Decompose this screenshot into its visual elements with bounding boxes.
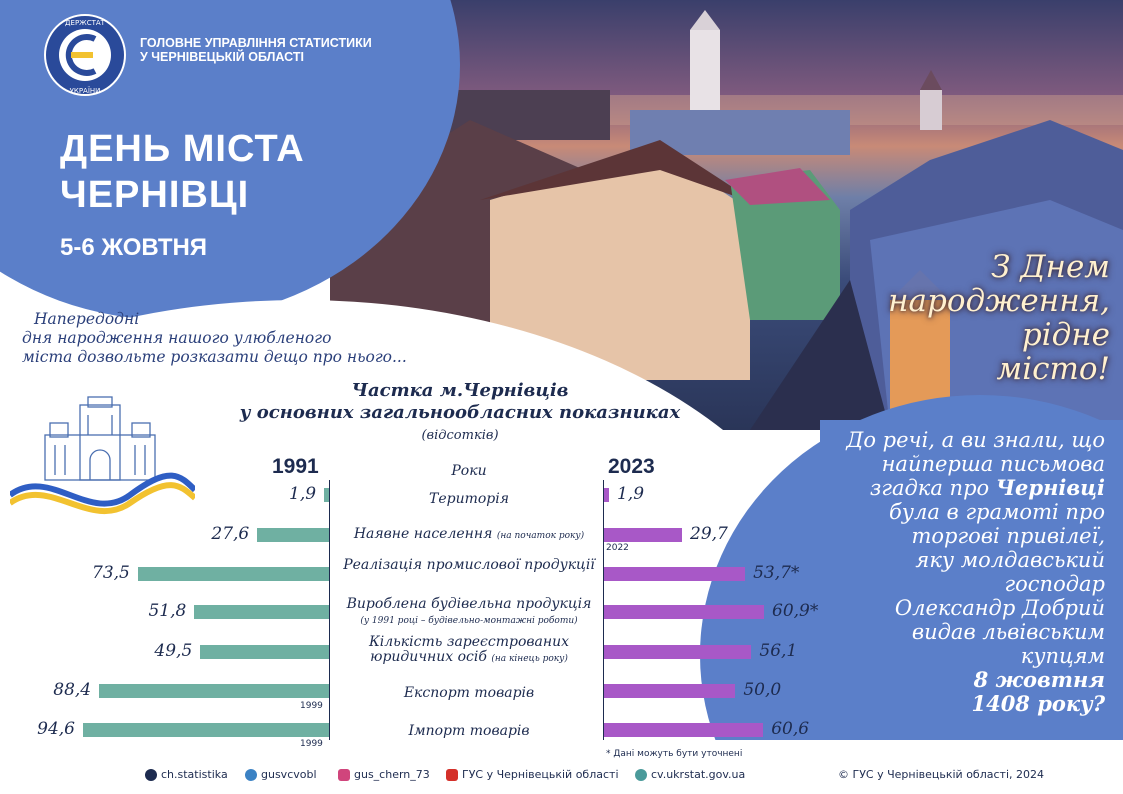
twitter-icon (245, 769, 257, 781)
category-name: Експорт товарів (403, 685, 535, 701)
fact-line: господар (1004, 572, 1105, 596)
bar-2023 (604, 488, 609, 502)
fact-line (800, 476, 1105, 500)
fact-line-part: згадка про (869, 476, 990, 500)
title-line2: ЧЕРНІВЦІ (60, 174, 250, 216)
legend-year-right: 2023 (608, 455, 655, 478)
value-label-1991: 51,8 (148, 601, 187, 621)
export-year-note: 1999 (300, 701, 323, 711)
category-name: Імпорт товарів (408, 723, 530, 739)
value-label-1991: 94,6 (37, 719, 75, 739)
youtube-icon (446, 769, 458, 781)
chart-title-line1: Частка м.Чернівців (351, 380, 569, 401)
bar-2023 (604, 605, 764, 619)
event-date: 5-6 ЖОВТНЯ (60, 234, 208, 261)
bar-2023 (604, 567, 745, 581)
bar-2023 (604, 684, 735, 698)
fact-year-line: 1408 року? (971, 691, 1105, 716)
value-label-1991: 49,5 (154, 641, 193, 661)
facebook-link[interactable] (145, 768, 228, 781)
bar-2023 (604, 645, 751, 659)
footnote: * Дані можуть бути уточнені (606, 749, 743, 759)
fact-line: найперша письмова (881, 452, 1105, 476)
title-line1: ДЕНЬ МІСТА (60, 128, 305, 170)
fact-line: торгові привілеї, (911, 524, 1105, 548)
fact-line: була в грамоті про (888, 500, 1105, 524)
globe-icon (635, 769, 647, 781)
bar-2023 (604, 723, 763, 737)
copyright-text: © ГУС у Чернівецькій області, 2024 (838, 768, 1044, 781)
greeting-line4: місто! (996, 351, 1110, 387)
facebook-handle: ch.statistika (161, 768, 228, 781)
greeting-line1: З Днем (991, 249, 1110, 285)
fact-line: Олександр Добрий (894, 596, 1105, 620)
svg-text:ДЕРЖСТАТ: ДЕРЖСТАТ (65, 19, 105, 27)
legend-year-left: 1991 (272, 455, 319, 478)
fact-date-line: 8 жовтня (973, 667, 1105, 692)
value-label-2023: 56,1 (759, 641, 798, 661)
category-note: (на початок року) (496, 531, 585, 541)
instagram-icon (338, 769, 350, 781)
website-url: cv.ukrstat.gov.ua (651, 768, 746, 781)
intro-line1: Напередодні (34, 310, 140, 328)
category-note: (на кінець року) (491, 654, 568, 664)
years-axis-label: Роки (451, 463, 487, 479)
facebook-icon (145, 769, 157, 781)
value-label-2023: 60,6 (771, 719, 810, 739)
bar-1991 (138, 567, 329, 581)
bar-1991 (99, 684, 329, 698)
twitter-link[interactable] (245, 768, 317, 781)
fact-highlight-city: Чернівці (995, 475, 1105, 500)
youtube-channel: ГУС у Чернівецькій області (462, 768, 619, 781)
intro-line2: дня народження нашого улюбленого (22, 329, 332, 347)
twitter-handle: gusvcvobl (261, 768, 317, 781)
value-label-1991: 73,5 (92, 563, 130, 583)
value-label-1991: 27,6 (211, 524, 250, 544)
bar-2023 (604, 528, 682, 542)
bar-1991 (324, 488, 329, 502)
youtube-link[interactable] (446, 768, 619, 781)
value-label-2023: 60,9* (772, 601, 819, 621)
svg-text:УКРАЇНИ: УКРАЇНИ (69, 87, 101, 95)
bar-1991 (200, 645, 329, 659)
category-name: Реалізація промислової продукції (343, 557, 595, 573)
instagram-handle: gus_chern_73 (354, 768, 430, 781)
category-name: Вироблена будівельна продукція (346, 596, 592, 612)
copyright (838, 768, 1044, 781)
instagram-link[interactable] (338, 768, 430, 781)
fact-line: купцям (1020, 644, 1105, 668)
bar-1991 (257, 528, 329, 542)
value-label-2023: 1,9 (616, 484, 645, 504)
bar-1991 (194, 605, 329, 619)
category-name: Територія (428, 491, 509, 507)
fact-line: видав львівським (911, 620, 1105, 644)
bar-1991 (83, 723, 329, 737)
value-label-1991: 1,9 (289, 484, 317, 504)
category-name: Кількість зареєстрованих юридичних осіб (368, 634, 570, 665)
intro-line3: міста дозвольте розказати дещо про нього... (22, 348, 407, 366)
value-label-2023: 50,0 (743, 680, 782, 700)
org-name-line2: У ЧЕРНІВЕЦЬКІЙ ОБЛАСТІ (140, 50, 304, 64)
greeting-line3: рідне (1021, 317, 1110, 353)
population-year-note: 2022 (606, 543, 629, 553)
import-year-note: 1999 (300, 739, 323, 749)
value-label-2023: 29,7 (690, 524, 728, 544)
category-name: Наявне населення (353, 526, 493, 542)
value-label-2023: 53,7* (753, 563, 800, 583)
fact-line: яку молдавський (915, 548, 1105, 572)
org-name-line1: ГОЛОВНЕ УПРАВЛІННЯ СТАТИСТИКИ (140, 36, 372, 50)
website-link[interactable] (635, 768, 745, 781)
value-label-1991: 88,4 (53, 680, 92, 700)
chart-subtitle: (відсотків) (421, 428, 499, 443)
fact-line: До речі, а ви знали, що (846, 428, 1105, 452)
chart-title-line2: у основних загальнообласних показниках (239, 402, 681, 423)
fact-text (800, 428, 1105, 716)
category-note: (у 1991 році – будівельно-монтажні роботи) (360, 616, 578, 626)
greeting-line2: народження, (888, 283, 1110, 319)
